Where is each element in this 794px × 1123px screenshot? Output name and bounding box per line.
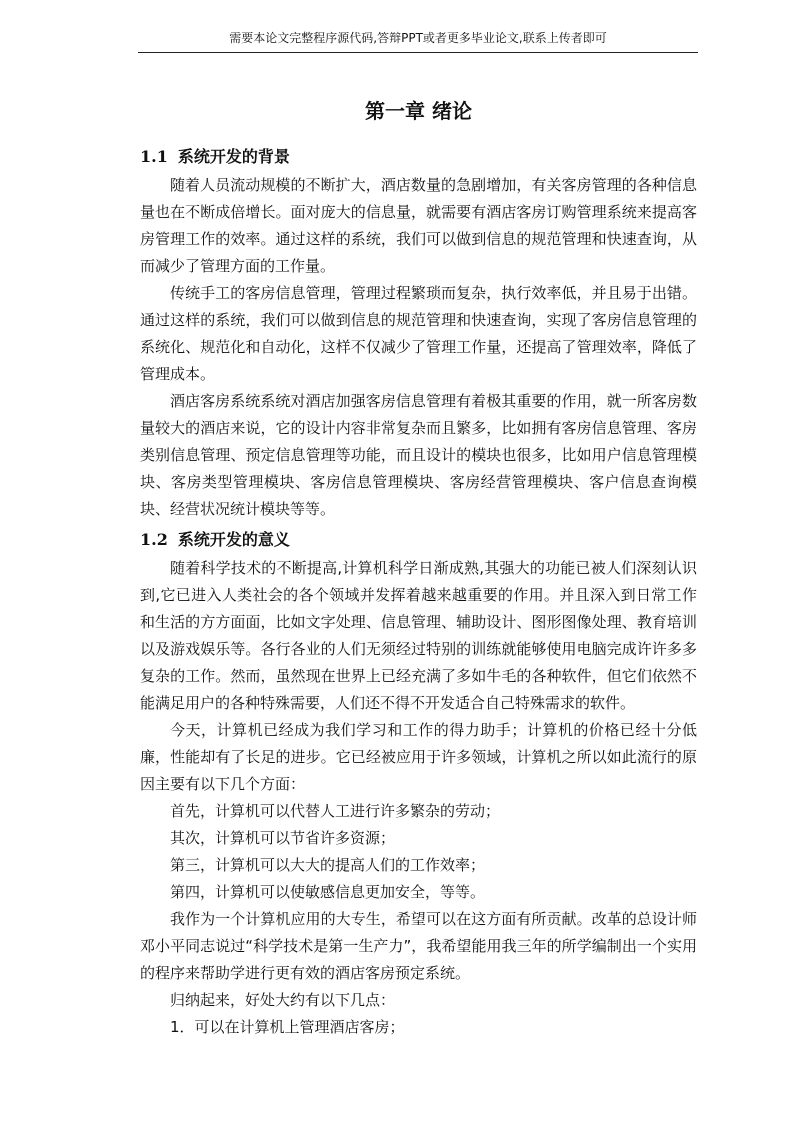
section-number: 1.2 bbox=[140, 530, 168, 549]
paragraph: 归纳起来，好处大约有以下几点： bbox=[170, 991, 396, 1009]
section-background bbox=[140, 144, 697, 523]
list-item: 首先，计算机可以代替人工进行许多繁杂的劳动； bbox=[170, 802, 501, 820]
section-number: 1.1 bbox=[140, 147, 168, 166]
section-heading bbox=[140, 527, 697, 553]
section-title: 系统开发的意义 bbox=[177, 530, 290, 549]
paragraph: 随着人员流动规模的不断扩大，酒店数量的急剧增加，有关客房管理的各种信息量也在不断成倍增长。面对庞大的信息量，就需要有酒店客房订购管理系统来提高客房管理工作的效率。通过这样的系统，我们可以做到信息的规范管理和快速查询，从而减少了管理方面的工作量。 bbox=[140, 176, 697, 275]
list-item: 其次，计算机可以节省许多资源； bbox=[170, 829, 396, 847]
section-title: 系统开发的背景 bbox=[177, 147, 290, 166]
page-header-note: 需要本论文完整程序源代码,答辩PPT或者更多毕业论文,联系上传者即可 bbox=[229, 31, 607, 45]
paragraph: 今天，计算机已经成为我们学习和工作的得力助手；计算机的价格已经十分低廉，性能却有了长足的进步。它已经被应用于许多领域，计算机之所以如此流行的原因主要有以下几个方面： bbox=[140, 721, 697, 793]
document-body bbox=[140, 96, 697, 1041]
header-divider bbox=[138, 52, 698, 53]
section-significance bbox=[140, 527, 697, 1041]
numbered-item: 1．可以在计算机上管理酒店客房； bbox=[170, 1018, 405, 1036]
chapter-title: 第一章 绪论 bbox=[365, 99, 472, 123]
paragraph: 随着科学技术的不断提高,计算机科学日渐成熟,其强大的功能已被人们深刻认识到,它已进入人类社会的各个领域并发挥着越来越重要的作用。并且深入到日常工作和生活的方方面面，比如文字处理、信息管理、辅助设计、图形图像处理、教育培训以及游戏娱乐等。各行各业的人们无须经过特别的训练就能够使用电脑完成许许多多复杂的工作。然而，虽然现在世界上已经充满了多如牛毛的各种软件，但它们依然不能满足用户的各种特殊需要，人们还不得不开发适合自己特殊需求的软件。 bbox=[140, 559, 697, 712]
paragraph: 我作为一个计算机应用的大专生，希望可以在这方面有所贡献。改革的总设计师邓小平同志说过“科学技术是第一生产力”，我希望能用我三年的所学编制出一个实用的程序来帮助学进行更有效的酒店客房预定系统。 bbox=[140, 910, 697, 982]
section-heading bbox=[140, 144, 697, 170]
list-item: 第四，计算机可以使敏感信息更加安全，等等。 bbox=[170, 883, 486, 901]
list-item: 第三，计算机可以大大的提高人们的工作效率； bbox=[170, 856, 486, 874]
paragraph: 酒店客房系统系统对酒店加强客房信息管理有着极其重要的作用，就一所客房数量较大的酒店来说，它的设计内容非常复杂而且繁多，比如拥有客房信息管理、客房类别信息管理、预定信息管理等功能，而且设计的模块也很多，比如用户信息管理模块、客房类型管理模块、客房信息管理模块、客房经营管理模块、客户信息查询模块、经营状况统计模块等等。 bbox=[140, 392, 697, 518]
paragraph: 传统手工的客房信息管理，管理过程繁琐而复杂，执行效率低，并且易于出错。通过这样的系统，我们可以做到信息的规范管理和快速查询，实现了客房信息管理的系统化、规范化和自动化，这样不仅减少了管理工作量，还提高了管理效率，降低了管理成本。 bbox=[140, 284, 697, 383]
